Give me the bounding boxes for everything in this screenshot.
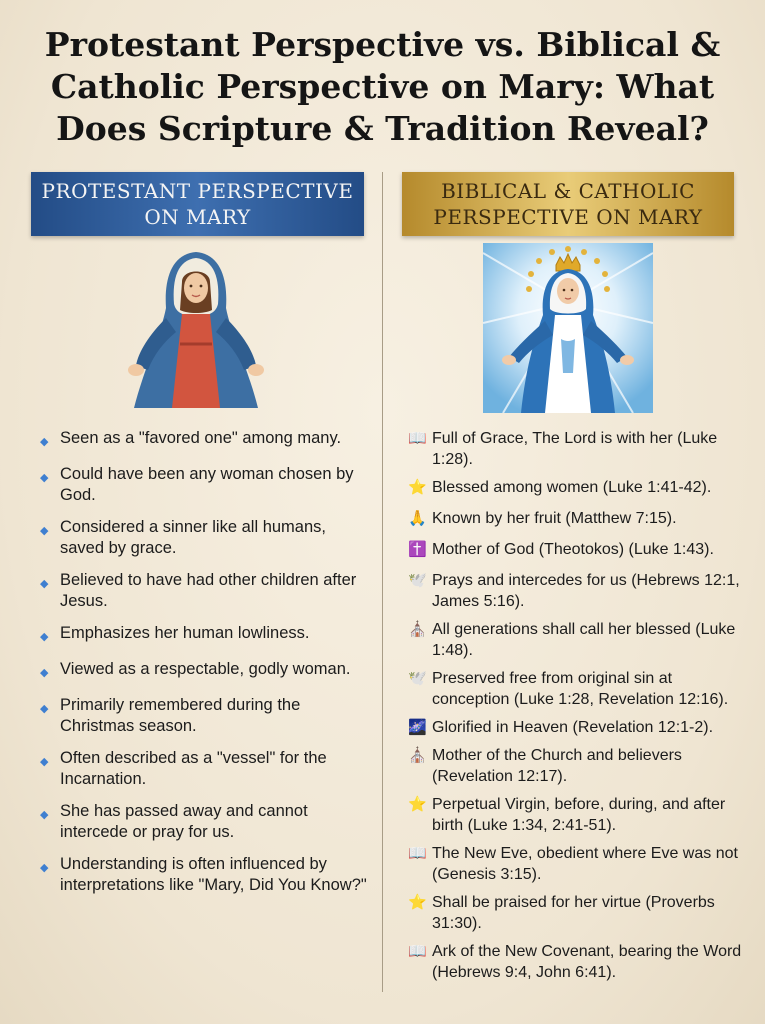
praying-hands-icon: 🙏 xyxy=(408,510,427,527)
catholic-item-text: Known by her fruit (Matthew 7:15). xyxy=(432,510,677,527)
book-icon: 📖 xyxy=(408,845,427,862)
catholic-list-item xyxy=(408,892,748,934)
church-icon: ⛪ xyxy=(408,747,427,764)
protestant-list-item xyxy=(40,695,370,737)
star-icon: ⭐ xyxy=(408,894,427,911)
protestant-list-item xyxy=(40,570,370,612)
blue-diamond-icon: ◆ xyxy=(40,631,49,643)
catholic-list-item xyxy=(408,619,748,661)
catholic-list-item xyxy=(408,794,748,836)
protestant-list-item xyxy=(40,517,370,559)
star-icon: ⭐ xyxy=(408,479,427,496)
blue-diamond-icon: ◆ xyxy=(40,472,49,484)
mary-simple-illustration xyxy=(120,248,272,416)
protestant-item-text: Could have been any woman chosen by God. xyxy=(60,465,354,504)
catholic-item-text: Blessed among women (Luke 1:41-42). xyxy=(432,479,712,496)
blue-diamond-icon: ◆ xyxy=(40,525,49,537)
catholic-heading: BIBLICAL & CATHOLIC PERSPECTIVE ON MARY xyxy=(402,172,734,236)
catholic-list-item xyxy=(408,539,748,560)
catholic-item-text: The New Eve, obedient where Eve was not (Genesis 3:15). xyxy=(432,845,738,883)
protestant-item-text: Seen as a "favored one" among many. xyxy=(60,429,342,447)
catholic-list-item xyxy=(408,717,748,738)
protestant-list-item xyxy=(40,659,370,684)
protestant-item-text: Believed to have had other children after Jesus. xyxy=(60,571,357,610)
blue-diamond-icon: ◆ xyxy=(40,436,49,448)
catholic-item-text: Shall be praised for her virtue (Proverbs 31:30). xyxy=(432,894,715,932)
protestant-item-text: Emphasizes her human lowliness. xyxy=(60,624,310,642)
protestant-item-text: Viewed as a respectable, godly woman. xyxy=(60,660,351,678)
catholic-list-item xyxy=(408,668,748,710)
blue-diamond-icon: ◆ xyxy=(40,809,49,821)
catholic-list-item xyxy=(408,843,748,885)
protestant-list-item xyxy=(40,748,370,790)
catholic-list xyxy=(408,428,748,990)
dove-icon: 🕊️ xyxy=(408,572,427,589)
catholic-item-text: Preserved free from original sin at conception (Luke 1:28, Revelation 12:16). xyxy=(432,670,729,708)
catholic-list-item xyxy=(408,508,748,529)
night-sky-icon: 🌌 xyxy=(408,719,427,736)
book-icon: 📖 xyxy=(408,943,427,960)
catholic-list-item xyxy=(408,745,748,787)
dove-icon: 🕊️ xyxy=(408,670,427,687)
protestant-list xyxy=(40,428,370,907)
blue-diamond-icon: ◆ xyxy=(40,667,49,679)
protestant-item-text: Considered a sinner like all humans, saved by grace. xyxy=(60,518,326,557)
catholic-item-text: Perpetual Virgin, before, during, and after birth (Luke 1:34, 2:41-51). xyxy=(432,796,726,834)
church-icon: ⛪ xyxy=(408,621,427,638)
protestant-heading: PROTESTANT PERSPECTIVE ON MARY xyxy=(31,172,364,236)
catholic-item-text: Ark of the New Covenant, bearing the Word (Hebrews 9:4, John 6:41). xyxy=(432,943,742,981)
catholic-item-text: Mother of the Church and believers (Revelation 12:17). xyxy=(432,747,682,785)
book-icon: 📖 xyxy=(408,430,427,447)
catholic-list-item xyxy=(408,428,748,470)
protestant-list-item xyxy=(40,801,370,843)
catholic-item-text: Full of Grace, The Lord is with her (Luke 1:28). xyxy=(432,430,718,468)
protestant-list-item xyxy=(40,854,370,896)
catholic-item-text: Prays and intercedes for us (Hebrews 12:1, James 5:16). xyxy=(432,572,740,610)
blue-diamond-icon: ◆ xyxy=(40,756,49,768)
protestant-item-text: Understanding is often influenced by interpretations like "Mary, Did You Know?" xyxy=(60,855,367,894)
catholic-item-text: All generations shall call her blessed (Luke 1:48). xyxy=(432,621,736,659)
catholic-item-text: Glorified in Heaven (Revelation 12:1-2). xyxy=(432,719,714,736)
protestant-item-text: Primarily remembered during the Christmas season. xyxy=(60,696,301,735)
mary-glorified-illustration xyxy=(483,243,653,413)
protestant-list-item xyxy=(40,464,370,506)
catholic-list-item xyxy=(408,477,748,498)
protestant-list-item xyxy=(40,428,370,453)
cross-icon: ✝️ xyxy=(408,541,427,558)
catholic-list-item xyxy=(408,941,748,983)
column-divider xyxy=(382,172,383,992)
protestant-item-text: She has passed away and cannot intercede or pray for us. xyxy=(60,802,308,841)
catholic-item-text: Mother of God (Theotokos) (Luke 1:43). xyxy=(432,541,714,558)
protestant-item-text: Often described as a "vessel" for the Incarnation. xyxy=(60,749,327,788)
blue-diamond-icon: ◆ xyxy=(40,862,49,874)
blue-diamond-icon: ◆ xyxy=(40,578,49,590)
catholic-list-item xyxy=(408,570,748,612)
page-title: Protestant Perspective vs. Biblical & Catholic Perspective on Mary: What Does Scripture & Tradition Reveal? xyxy=(44,25,721,148)
protestant-list-item xyxy=(40,623,370,648)
blue-diamond-icon: ◆ xyxy=(40,703,49,715)
star-icon: ⭐ xyxy=(408,796,427,813)
